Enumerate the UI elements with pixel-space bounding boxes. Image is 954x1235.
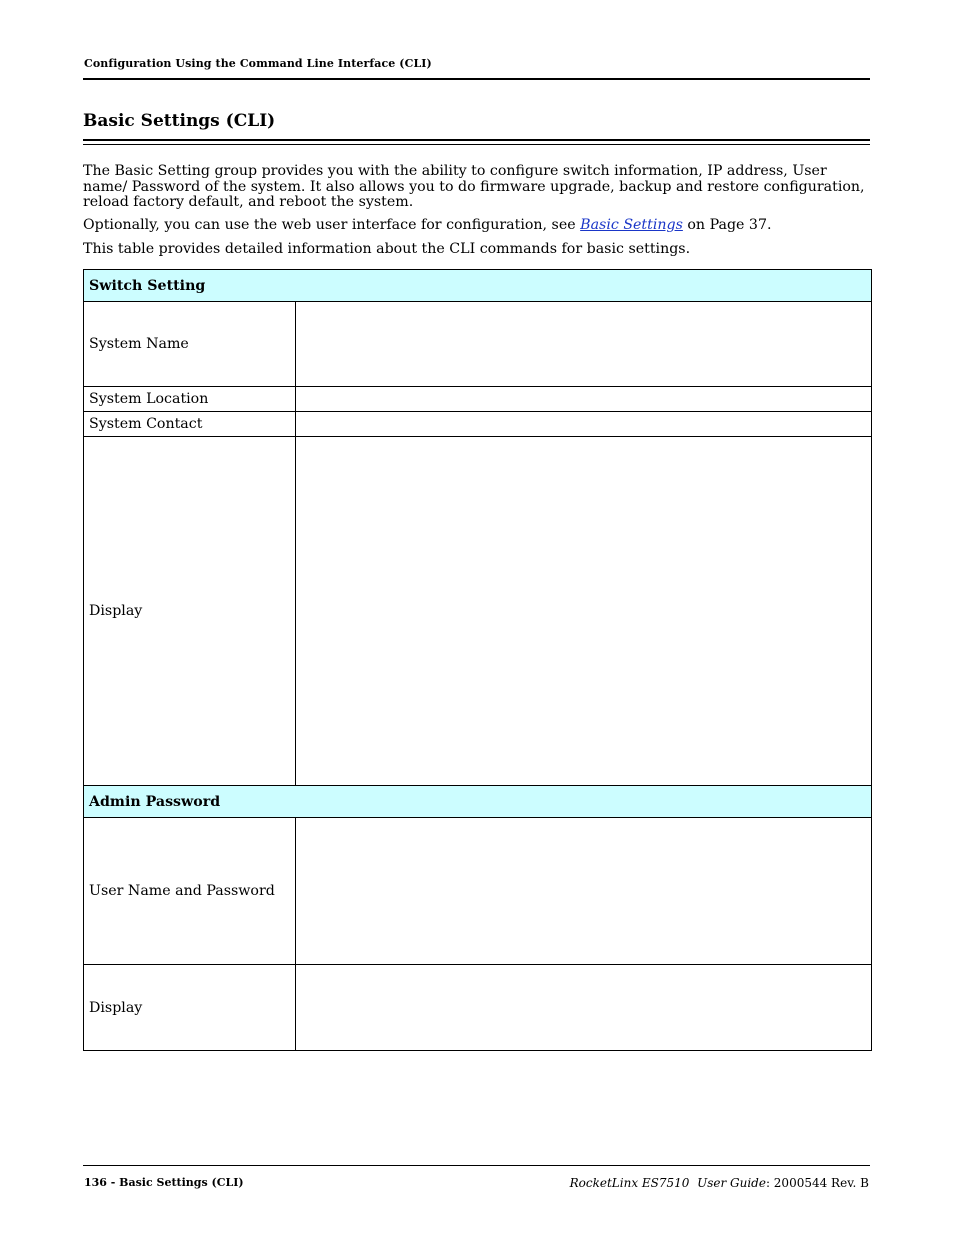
header-rule	[83, 78, 870, 80]
cli-basic-settings-table	[83, 269, 872, 1051]
row-value	[296, 412, 872, 437]
reference-text-before: Optionally, you can use the web user interface for configuration, see	[83, 217, 581, 233]
title-rule-thick	[83, 139, 870, 141]
row-value	[296, 965, 872, 1051]
footer-rule	[83, 1165, 870, 1166]
footer-page-label: 136 - Basic Settings (CLI)	[84, 1176, 244, 1189]
switch-setting-header: Switch Setting	[84, 270, 872, 302]
table-section-row	[84, 786, 872, 818]
admin-password-header: Admin Password	[84, 786, 872, 818]
table-row	[84, 965, 872, 1051]
table-row	[84, 412, 872, 437]
table-intro: This table provides detailed information about the CLI commands for basic settings.	[83, 241, 691, 257]
footer-guide: User Guide	[697, 1176, 766, 1190]
table-row	[84, 387, 872, 412]
table-section-row	[84, 270, 872, 302]
table-row	[84, 437, 872, 786]
basic-settings-link[interactable]: Basic Settings	[580, 217, 683, 233]
running-header: Configuration Using the Command Line Interface (CLI)	[84, 57, 432, 70]
title-rule-thin	[83, 144, 870, 145]
row-label: Display	[84, 965, 296, 1051]
row-label: Display	[84, 437, 296, 786]
row-value	[296, 387, 872, 412]
row-value	[296, 818, 872, 965]
row-value	[296, 302, 872, 387]
intro-paragraph: The Basic Setting group provides you with the ability to configure switch information, IP address, User name/ Password of the system. It also allows you to do firmware upgrade, backup and restore configuration, reload factory default, and reboot the system.	[83, 163, 865, 210]
section-title: Basic Settings (CLI)	[83, 111, 276, 131]
footer-product: RocketLinx ES7510	[569, 1176, 690, 1190]
reference-text-after: on Page 37.	[682, 217, 772, 233]
web-ui-reference	[83, 218, 873, 234]
footer-doc-number: : 2000544 Rev. B	[765, 1176, 869, 1190]
row-label: System Contact	[84, 412, 296, 437]
table-row	[84, 302, 872, 387]
row-label: User Name and Password	[84, 818, 296, 965]
row-value	[296, 437, 872, 786]
row-label: System Location	[84, 387, 296, 412]
footer-document-info	[570, 1176, 869, 1190]
table-row	[84, 818, 872, 965]
row-label: System Name	[84, 302, 296, 387]
